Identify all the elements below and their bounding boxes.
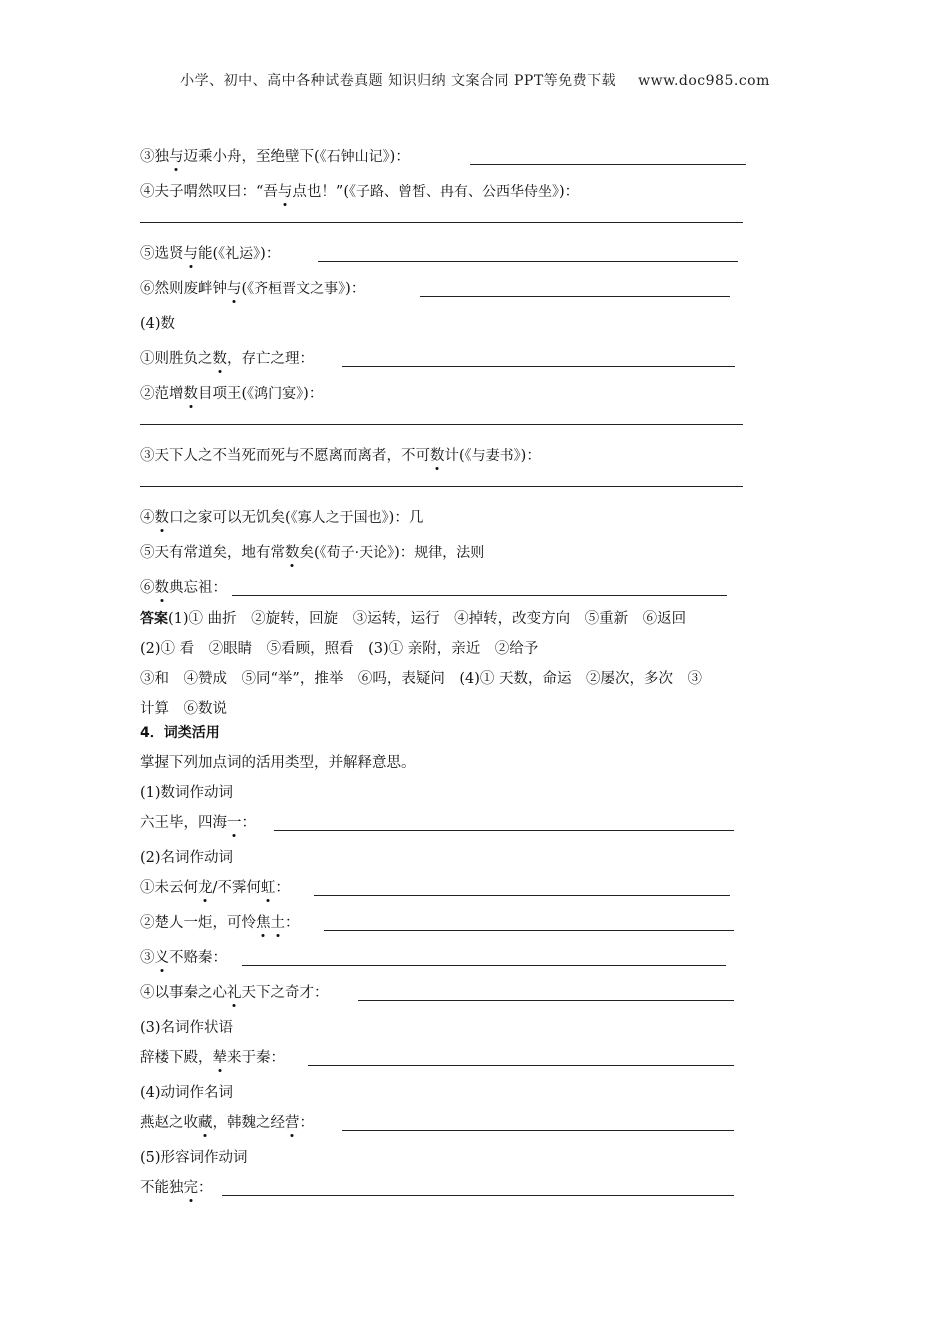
item-q4-2: ②范增数目项王(《鸿门宴》)： [140, 386, 324, 402]
group-2-title: (2)名词作动词 [140, 850, 234, 866]
dotted-char: 与 [277, 184, 293, 200]
dotted-char: 礼 [227, 985, 242, 1001]
answer-line-4: 计算 ⑥数说 [140, 701, 227, 717]
answer-blank[interactable] [140, 485, 743, 487]
group-5-title: (5)形容词作动词 [140, 1150, 248, 1166]
dotted-char: 完 [183, 1180, 198, 1196]
dotted-char: 数 [212, 351, 227, 367]
item-g2-3: ③义不赂秦： [140, 949, 812, 967]
answer-blank[interactable] [358, 1000, 734, 1001]
dotted-char: 焦 [256, 915, 271, 931]
dotted-char: 龙 [198, 880, 213, 896]
section-4-intro: 掌握下列加点词的活用类型，并解释意思。 [140, 755, 416, 771]
answer-blank[interactable] [318, 261, 738, 262]
group-4-title: (4)动词作名词 [140, 1085, 234, 1101]
dotted-char: 数 [183, 386, 198, 402]
answer-blank[interactable] [308, 1065, 734, 1066]
header-text: 小学、初中、高中各种试卷真题 知识归纳 文案合同 PPT等免费下载 [180, 73, 617, 89]
answer-blank[interactable] [324, 930, 734, 931]
item-g5-1: 不能独完： [140, 1179, 812, 1197]
answer-blank[interactable] [470, 164, 746, 165]
group-3-title: (3)名词作状语 [140, 1020, 234, 1036]
dotted-char: 一 [227, 815, 242, 831]
dotted-char: 藏 [198, 1115, 213, 1131]
document-body [140, 148, 812, 1214]
item-q4-3: ③天下人之不当死而死与不愿离而离者，不可数计(《与妻书》)： [140, 448, 541, 464]
answer-blank[interactable] [222, 1195, 734, 1196]
dotted-char: 数 [154, 510, 169, 526]
item-q3-4: ④夫子喟然叹曰：“吾与点也！”(《子路、曾皙、冉有、公西华侍坐》)： [140, 184, 580, 200]
item-g4-1: 燕赵之收藏，韩魏之经营： [140, 1114, 812, 1132]
dotted-char: 数 [154, 580, 169, 596]
dotted-char: 数 [285, 545, 300, 561]
answer-blank[interactable] [342, 366, 735, 367]
dotted-char: 与 [227, 281, 242, 297]
answer-blank[interactable] [420, 296, 730, 297]
page-header [0, 70, 950, 90]
answer-line-2: (2)① 看 ②眼睛 ⑤看顾，照看 (3)① 亲附，亲近 ②给予 [140, 641, 539, 657]
answer-blank[interactable] [274, 830, 734, 831]
dotted-char: 营 [285, 1115, 300, 1131]
section-title: (4)数 [140, 316, 176, 332]
answer-label: 答案 [140, 611, 168, 627]
answer-block [140, 608, 812, 720]
section-4-title: 4．词类活用 [140, 725, 220, 741]
answer-blank[interactable] [314, 895, 730, 896]
answer-blank[interactable] [242, 965, 726, 966]
dotted-char: 与 [169, 149, 184, 165]
item-g1-1: 六王毕，四海一： [140, 814, 812, 832]
answer-line-1: 答案(1)① 曲折 ②旋转，回旋 ③运转，运行 ④掉转，改变方向 ⑤重新 ⑥返回 [140, 611, 687, 627]
answer-blank[interactable] [140, 423, 743, 425]
answer-line-3: ③和 ④赞成 ⑤同“举”，推举 ⑥吗，表疑问 (4)① 天数，命运 ②屡次，多次 ③ [140, 671, 702, 687]
item-q3-6: ⑥然则废衅钟与(《齐桓晋文之事》)： [140, 280, 812, 298]
item-q4-4: ④数口之家可以无饥矣(《寡人之于国也》)：几 [140, 510, 424, 526]
item-q4-5: ⑤天有常道矣，地有常数矣(《荀子·天论》)：规律，法则 [140, 545, 485, 561]
item-g3-1: 辞楼下殿，辇来于秦： [140, 1049, 812, 1067]
dotted-char: 义 [154, 950, 169, 966]
dotted-char: 土 [270, 915, 285, 931]
item-q4-6: ⑥数典忘祖： [140, 579, 812, 597]
dotted-char: 与 [183, 246, 198, 262]
dotted-char: 数 [430, 448, 445, 464]
dotted-char: 虹 [260, 880, 276, 896]
answer-blank[interactable] [342, 1130, 734, 1131]
answer-blank[interactable] [232, 595, 727, 596]
item-g2-1: ①未云何龙/不霁何虹： [140, 879, 812, 897]
item-g2-4: ④以事秦之心礼天下之奇才： [140, 984, 812, 1002]
answer-blank[interactable] [140, 221, 743, 223]
item-g2-2: ②楚人一炬，可怜焦土： [140, 914, 812, 932]
dotted-char: 辇 [212, 1050, 227, 1066]
item-q3-5: ⑤选贤与能(《礼运》)： [140, 245, 812, 263]
item-q4-1: ①则胜负之数，存亡之理： [140, 350, 812, 368]
item-q3-3: ③独与迈乘小舟，至绝壁下(《石钟山记》)： [140, 148, 812, 166]
group-1-title: (1)数词作动词 [140, 785, 234, 801]
header-site: www.doc985.com [638, 73, 770, 89]
